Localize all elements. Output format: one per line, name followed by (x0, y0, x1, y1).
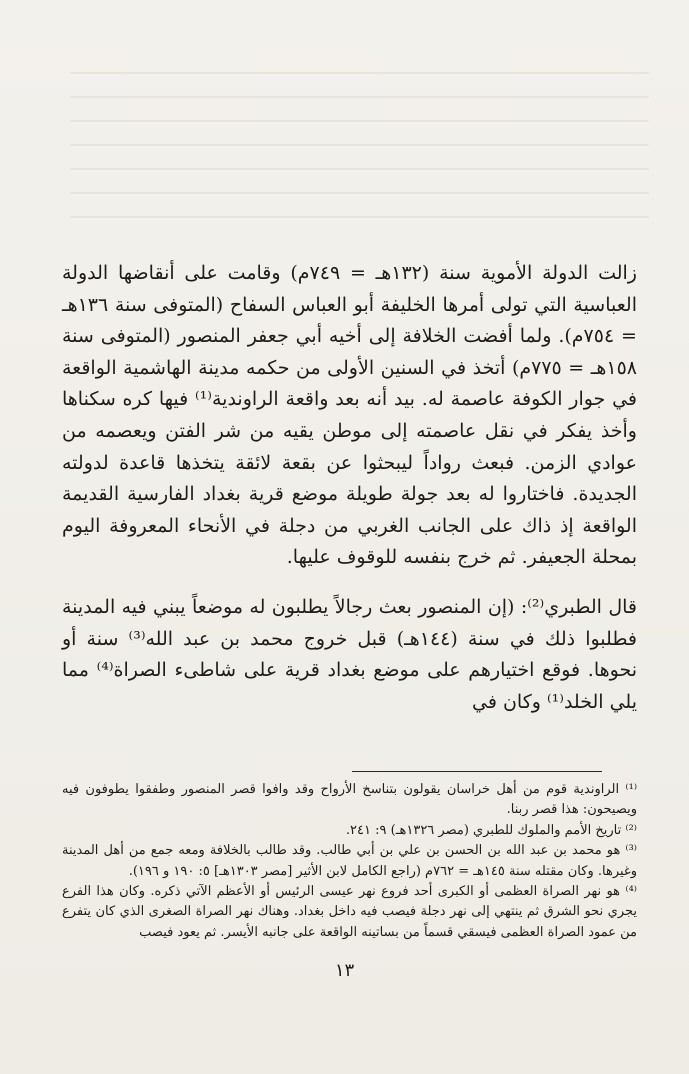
footnote-4: ⁽⁴⁾ هو نهر الصراة العظمى أو الكبرى أحد فروع نهر عيسى الرئيس أو الأعظم الآتي ذكره. وكان هذا الفرع يجري نحو الشرق ثم ينتهي إلى نهر دجلة فيصب فيه داخل بغداد. وهناك نهر الصراة الصغرى الذي كان يتفرع من عمود الصراة العظمى فيسقي قسماً من بساتينه الواقعة على جانبه الأيسر. ثم يعود فيصب (62, 884, 637, 940)
footnote-separator (352, 771, 602, 772)
page-number: ١٣ (334, 960, 355, 981)
footnote-3: ⁽³⁾ هو محمد بن عبد الله بن الحسن بن علي بن أبي طالب. وقد طالب بالخلافة ومعه جمع من أهل المدينة وغيرها. وكان مقتله سنة ١٤٥هـ = ٧٦٢م (راجع الكامل لابن الأثير [مصر ١٣٠٣هـ] ٥: ١٩٠ و ١٩٦). (62, 843, 637, 879)
main-text (62, 258, 637, 718)
footnote-2: ⁽²⁾ تاريخ الأمم والملوك للطبري (مصر ١٣٢٦هـ) ٩: ٢٤١. (345, 822, 637, 838)
footnotes (62, 780, 637, 943)
footnote-1: ⁽¹⁾ الراوندية قوم من أهل خراسان يقولون بتناسخ الأرواح وقد وافوا قصر المنصور وطفقوا يطوفون فيه ويصيحون: هذا قصر ربنا. (62, 782, 638, 818)
show-through-text (70, 50, 649, 250)
paragraph-1: زالت الدولة الأموية سنة (١٣٢هـ = ٧٤٩م) وقامت على أنقاضها الدولة العباسية التي تولى أمرها الخليفة أبو العباس السفاح (المتوفى سنة ١٣٦هـ = ٧٥٤م). ولما أفضت الخلافة إلى أخيه أبي جعفر المنصور (المتوفى سنة ١٥٨هـ = ٧٧٥م) أتخذ في السنين الأولى من حكمه مدينة الهاشمية الواقعة في جوار الكوفة عاصمة له. بيد أنه بعد واقعة الراوندية⁽¹⁾ فيها كره سكناها وأخذ يفكر في نقل عاصمته إلى موطن يقيه من شر الفتن ويعصمه من عوادي الزمن. فبعث رواداً ليبحثوا عن بقعة لائقة يتخذها قاعدة لدولته الجديدة. فاختاروا له بعد جولة طويلة موضع قرية بغداد الفارسية القديمة الواقعة إذ ذاك على الجانب الغربي من دجلة في الأنحاء المعروفة اليوم بمحلة الجعيفر. ثم خرج بنفسه للوقوف عليها. (62, 262, 638, 569)
paragraph-2: قال الطبري⁽²⁾: (إن المنصور بعث رجالاً يطلبون له موضعاً يبني فيه المدينة فطلبوا ذلك في سنة (١٤٤هـ) قبل خروج محمد بن عبد الله⁽³⁾ سنة أو نحوها. فوقع اختيارهم على موضع بغداد قرية على شاطىء الصراة⁽⁴⁾ مما يلي الخلد⁽¹⁾ وكان في (62, 595, 638, 713)
